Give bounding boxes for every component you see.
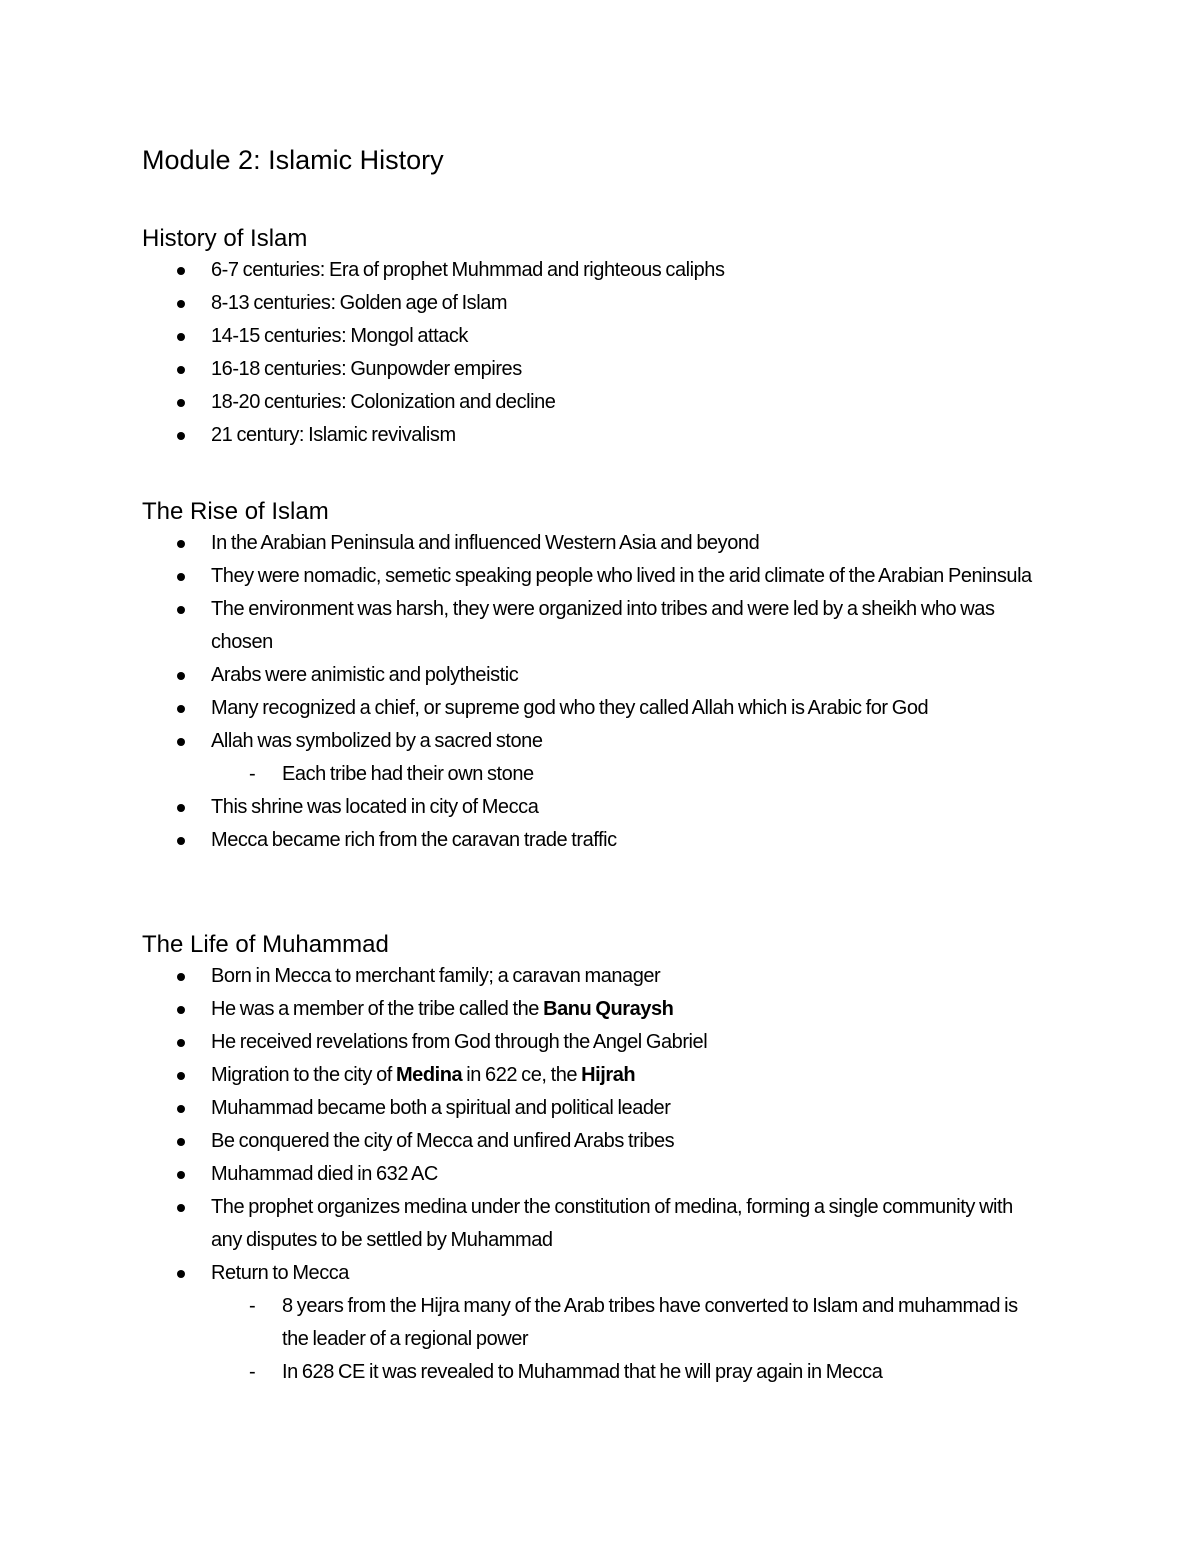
list-item: 16-18 centuries: Gunpowder empires: [0, 353, 1041, 386]
list-item: 8-13 centuries: Golden age of Islam: [0, 287, 1041, 320]
bold-term: Hijrah: [581, 1064, 636, 1086]
bullet-icon: [177, 973, 185, 981]
list-item: Be conquered the city of Mecca and unfired Arabs tribes: [0, 1125, 1041, 1158]
bullet-icon: [177, 432, 185, 440]
bullet-icon: [177, 705, 185, 713]
section-heading: History of Islam: [142, 225, 308, 252]
dash-marker: -: [249, 1361, 256, 1383]
list-item: He received revelations from God through the Angel Gabriel: [0, 1026, 1041, 1059]
list-item: 18-20 centuries: Colonization and decline: [0, 386, 1041, 419]
bullet-icon: [177, 672, 185, 680]
bullet-icon: [177, 1171, 185, 1179]
bullet-icon: [177, 333, 185, 341]
list-item: This shrine was located in city of Mecca: [0, 791, 1041, 824]
bullet-list: [0, 254, 1200, 452]
list-item: Muhammad died in 632 AC: [0, 1158, 1041, 1191]
list-item: Allah was symbolized by a sacred stone - Each tribe had their own stone: [0, 725, 1041, 791]
list-item: The prophet organizes medina under the constitution of medina, forming a single community with any disputes to be settled by Muhammad: [0, 1191, 1041, 1257]
dash-marker: -: [249, 1295, 256, 1317]
bullet-icon: [177, 540, 185, 548]
sub-list-item: - Each tribe had their own stone: [211, 758, 1042, 791]
list-item: The environment was harsh, they were organized into tribes and were led by a sheikh who was chosen: [0, 593, 1041, 659]
list-item: 6-7 centuries: Era of prophet Muhmmad and righteous caliphs: [0, 254, 1041, 287]
sub-list-item: - In 628 CE it was revealed to Muhammad that he will pray again in Mecca: [211, 1356, 1042, 1389]
bullet-icon: [177, 267, 185, 275]
bullet-icon: [177, 366, 185, 374]
bullet-icon: [177, 399, 185, 407]
sub-list-item: - 8 years from the Hijra many of the Arab tribes have converted to Islam and muhammad is the leader of a regional power: [211, 1290, 1042, 1356]
bullet-icon: [177, 1138, 185, 1146]
sub-list: [211, 758, 1041, 791]
list-item: He was a member of the tribe called the Banu Quraysh: [0, 993, 1041, 1026]
bullet-icon: [177, 1105, 185, 1113]
list-item: 21 century: Islamic revivalism: [0, 419, 1041, 452]
list-item: They were nomadic, semetic speaking people who lived in the arid climate of the Arabian Peninsula: [0, 560, 1041, 593]
list-item: In the Arabian Peninsula and influenced Western Asia and beyond: [0, 527, 1041, 560]
section-heading: The Life of Muhammad: [142, 931, 389, 958]
bullet-icon: [177, 1006, 185, 1014]
sub-list: [211, 1290, 1041, 1389]
bold-term: Medina: [395, 1064, 463, 1086]
list-item: Born in Mecca to merchant family; a caravan manager: [0, 960, 1041, 993]
dash-marker: -: [249, 763, 256, 785]
list-item: Return to Mecca - 8 years from the Hijra many of the Arab tribes have converted to Islam and muhammad is the leader of a regional power - In 628 CE it was revealed to Muhammad that he will pray again in Mecca: [0, 1257, 1041, 1389]
list-item: Many recognized a chief, or supreme god who they called Allah which is Arabic for God: [0, 692, 1041, 725]
bold-term: Banu Quraysh: [543, 998, 674, 1020]
document-title: Module 2: Islamic History: [142, 145, 444, 175]
list-item: Arabs were animistic and polytheistic: [0, 659, 1041, 692]
list-item: Mecca became rich from the caravan trade traffic: [0, 824, 1041, 857]
section-heading: The Rise of Islam: [142, 498, 329, 525]
list-item: Muhammad became both a spiritual and political leader: [0, 1092, 1041, 1125]
bullet-icon: [177, 606, 185, 614]
bullet-icon: [177, 804, 185, 812]
bullet-icon: [177, 1270, 185, 1278]
bullet-icon: [177, 738, 185, 746]
list-item: 14-15 centuries: Mongol attack: [0, 320, 1041, 353]
bullet-list: [0, 527, 1200, 857]
bullet-icon: [177, 300, 185, 308]
bullet-icon: [177, 1039, 185, 1047]
bullet-icon: [177, 573, 185, 581]
bullet-icon: [177, 1204, 185, 1212]
bullet-icon: [177, 837, 185, 845]
bullet-icon: [177, 1072, 185, 1080]
bullet-list: [0, 960, 1200, 1389]
list-item: Migration to the city of Medina in 622 ce, the Hijrah: [0, 1059, 1041, 1092]
